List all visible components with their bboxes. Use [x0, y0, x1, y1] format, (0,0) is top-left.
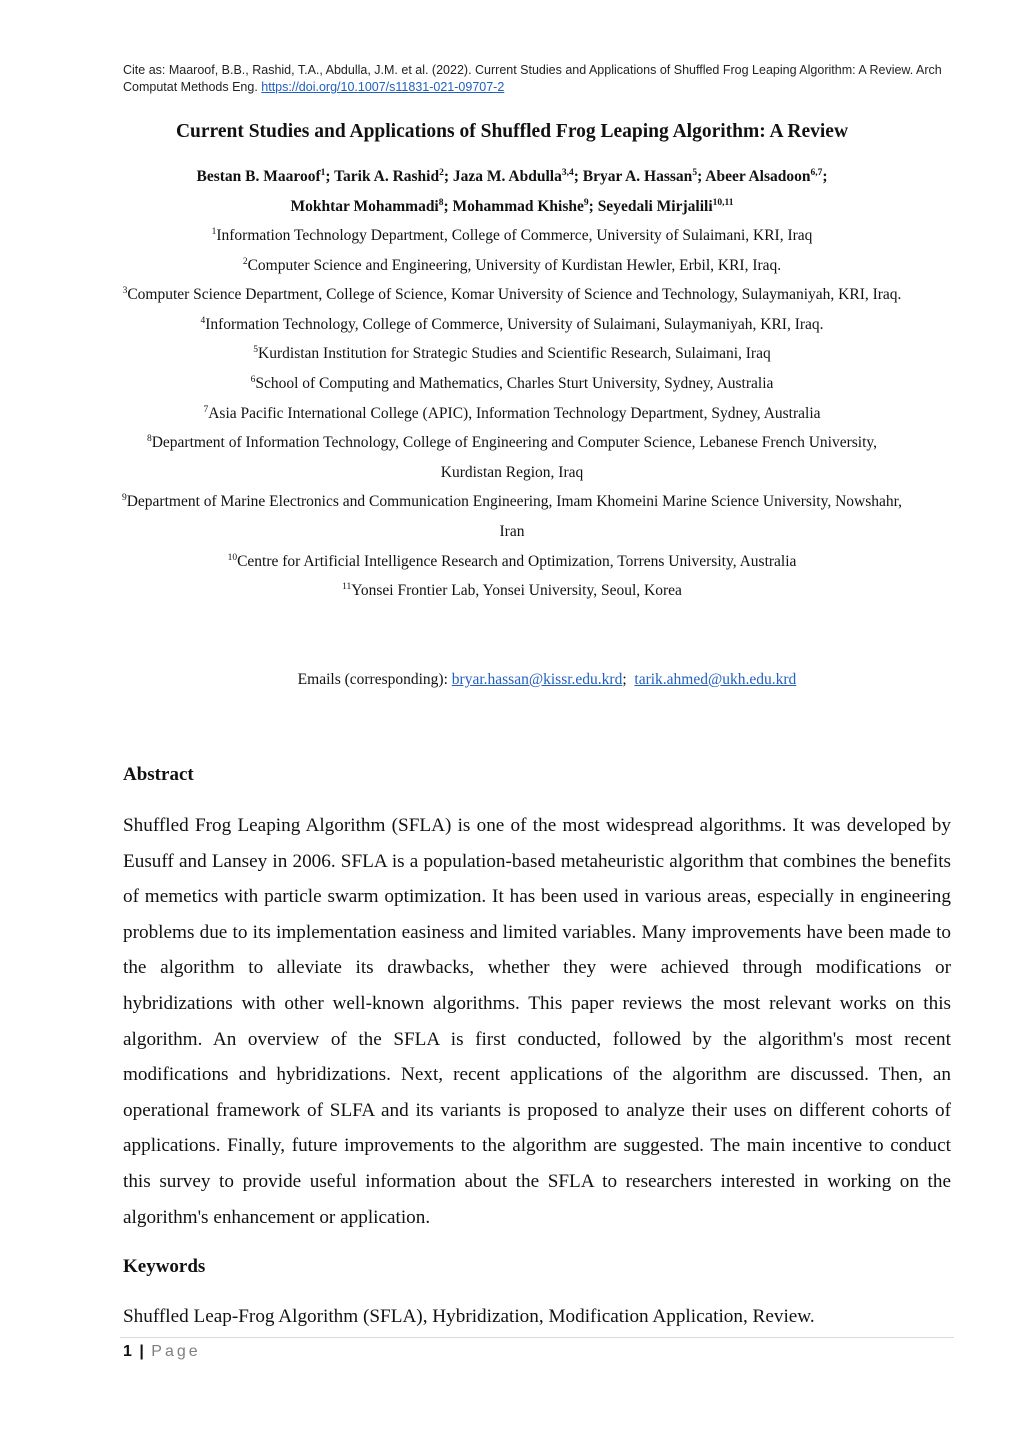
page-number: 1	[123, 1343, 132, 1360]
emails-label: Emails (corresponding):	[297, 671, 448, 688]
author-affiliation-sup: 8	[438, 197, 444, 208]
email-link-rashid[interactable]: tarik.ahmed@ukh.edu.krd	[634, 671, 797, 688]
affiliation-number: 4	[200, 315, 206, 326]
author-line-1: Bestan B. Maaroof$^1$; Tarik A. Rashid$^2$; Jaza M. Abdulla$^{3,4}$; Bryar A. Hassan$^5$; Abeer Alsadoon$^{6,7}$;	[196, 167, 828, 185]
affiliation-number: 9	[121, 493, 127, 504]
author-name: Seyedali Mirjalili	[597, 197, 713, 215]
affiliation-item: $^1$Information Technology Department, College of Commerce, University of Sulaimani, KRI, Iraq	[211, 226, 813, 244]
affiliation-item: $^{10}$Centre for Artificial Intelligence Research and Optimization, Torrens University, Australia	[227, 552, 797, 570]
affiliation-item: $^9$Department of Marine Electronics and Communication Engineering, Imam Khomeini Marine Science University, Nowshahr, Iran	[121, 493, 903, 540]
keywords-body: Shuffled Leap-Frog Algorithm (SFLA), Hybridization, Modification Application, Review.	[123, 1306, 815, 1327]
author-affiliation-sup: 9	[583, 197, 589, 208]
author-name: Bestan B. Maaroof	[196, 168, 321, 185]
paper-title: Current Studies and Applications of Shuffled Frog Leaping Algorithm: A Review	[175, 121, 849, 142]
author-name: Jaza M. Abdulla	[452, 168, 562, 185]
author-affiliation-sup: 2	[439, 167, 444, 178]
affiliation-item: $^7$Asia Pacific International College (APIC), Information Technology Department, Sydney, Australia	[203, 404, 821, 422]
author-name: Mokhtar Mohammadi	[290, 197, 439, 215]
affiliation-number: 1	[211, 226, 217, 237]
author-affiliation-sup: 6,7	[810, 167, 823, 178]
affiliation-item: $^5$Kurdistan Institution for Strategic Studies and Scientific Research, Sulaimani, Iraq	[253, 345, 771, 363]
author-name: Tarik A. Rashid	[334, 168, 440, 185]
author-affiliation-sup: 5	[692, 167, 698, 178]
affiliation-number: 7	[203, 404, 209, 415]
doi-link[interactable]: https://doi.org/10.1007/s11831-021-09707-2	[261, 80, 505, 94]
author-list	[120, 162, 904, 221]
author-name: Mohammad Khishe	[452, 197, 584, 215]
affiliation-list	[120, 221, 904, 606]
affiliation-number: 10	[227, 552, 238, 563]
author-affiliation-sup: 3,4	[561, 167, 574, 178]
affiliation-item: $^3$Computer Science Department, College of Science, Komar University of Science and Technology, Sulaymaniyah, KRI, Iraq.	[122, 286, 902, 304]
page-footer	[123, 1341, 201, 1363]
citation-header	[123, 62, 953, 96]
affiliation-number: 2	[242, 256, 248, 267]
corresponding-emails: Emails (corresponding): bryar.hassan@kissr.edu.krd; tarik.ahmed@ukh.edu.krd	[297, 671, 797, 688]
abstract-heading: Abstract	[123, 764, 194, 785]
affiliation-number: 8	[146, 434, 152, 444]
citation-text: Cite as: Maaroof, B.B., Rashid, T.A., Abdulla, J.M. et al. (2022). Current Studies and Applications of Shuffled Frog Leaping Algorithm: A Review. Arch Computat Methods Eng.	[123, 63, 942, 94]
author-affiliation-sup: 10,11	[712, 197, 734, 208]
author-name: Bryar A. Hassan	[582, 168, 693, 185]
footer-separator: |	[139, 1343, 144, 1360]
author-affiliation-sup: 1	[320, 167, 326, 178]
affiliation-item: $^2$Computer Science and Engineering, University of Kurdistan Hewler, Erbil, KRI, Iraq.	[242, 256, 782, 274]
affiliation-item: $^8$Department of Information Technology, College of Engineering and Computer Science, Lebanese French University, Kurdistan Region, Iraq	[146, 434, 878, 481]
affiliation-number: 5	[253, 345, 259, 356]
page-label: Page	[151, 1343, 201, 1360]
keywords-heading: Keywords	[123, 1256, 206, 1277]
affiliation-item: $^{11}$Yonsei Frontier Lab, Yonsei University, Seoul, Korea	[342, 581, 682, 600]
affiliation-number: 6	[250, 374, 256, 385]
affiliation-number: 11	[342, 581, 352, 592]
footer-divider	[120, 1337, 954, 1338]
email-link-hassan[interactable]: bryar.hassan@kissr.edu.krd	[451, 671, 623, 688]
affiliation-item: $^4$Information Technology, College of Commerce, University of Sulaimani, Sulaymaniyah, KRI, Iraq.	[200, 315, 824, 333]
affiliation-item: $^6$School of Computing and Mathematics, Charles Sturt University, Sydney, Australia	[250, 374, 774, 392]
author-line-2: Mokhtar Mohammadi$^8$; Mohammad Khishe$^9$; Seyedali Mirjalili$^{10,11}$	[290, 197, 734, 215]
abstract-body: Shuffled Frog Leaping Algorithm (SFLA) is one of the most widespread algorithms. It was developed by Eusuff and Lansey in 2006. SFLA is a population-based metaheuristic algorithm that combines the benefits of memetics with particle swarm optimization. It has been used in various areas, especially in engineering problems due to its implementation easiness and limited variables. Many improvements have been made to the algorithm to alleviate its drawbacks, whether they were achieved through modifications or hybridizations with other well-known algorithms. This paper reviews the most relevant works on this algorithm. An overview of the SFLA is first conducted, followed by the algorithm's most recent modifications and hybridizations. Next, recent applications of the algorithm are discussed. Then, an operational framework of SLFA and its variants is proposed to analyze their uses on different cohorts of applications. Finally, future improvements to the algorithm are suggested. The main incentive to conduct this survey to provide useful information about the SFLA to researchers interested in working on the algorithm's enhancement or application.	[123, 815, 951, 1228]
author-name: Abeer Alsadoon	[705, 168, 811, 185]
affiliation-number: 3	[122, 286, 128, 297]
